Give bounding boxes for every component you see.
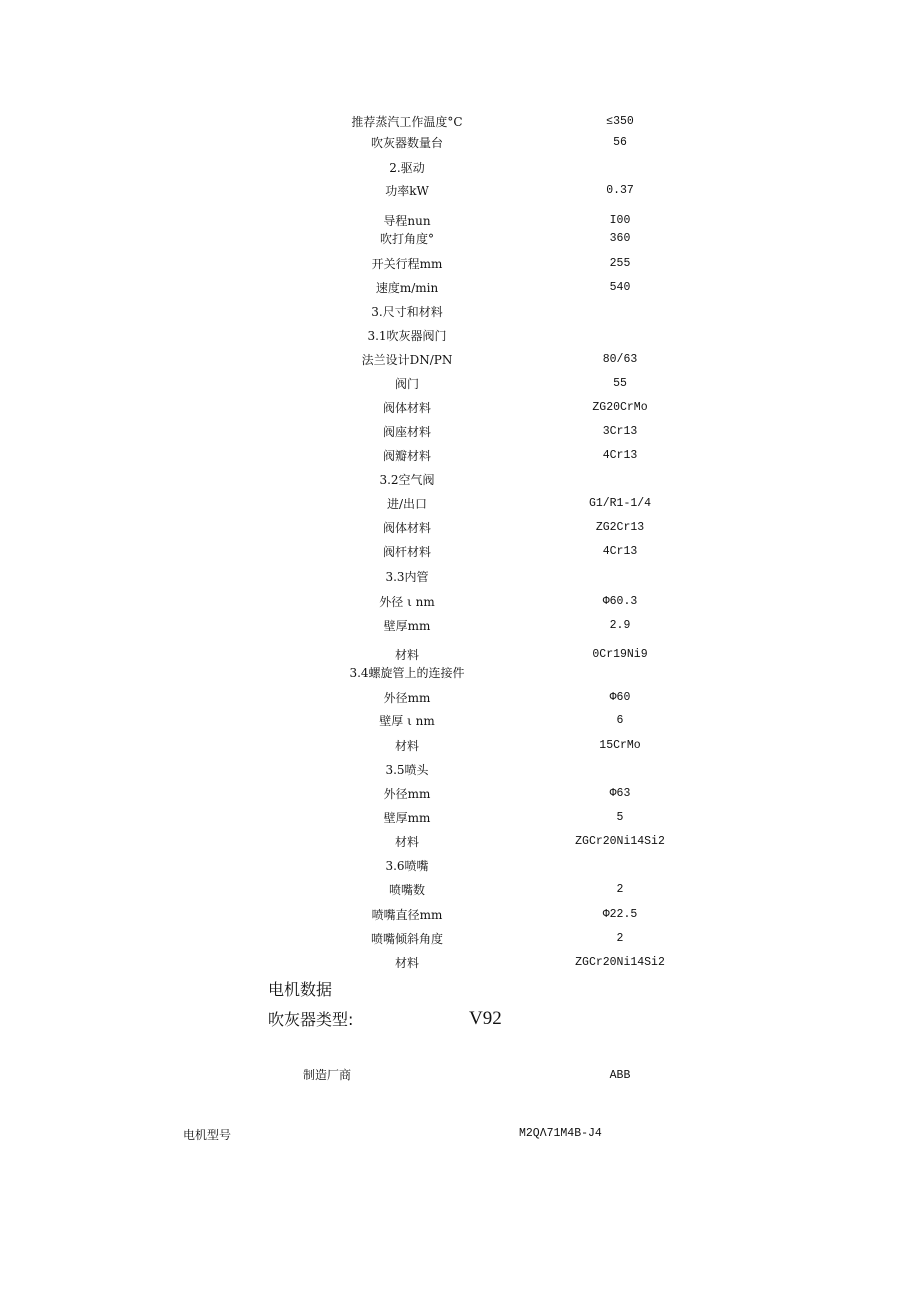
spec-value: 2 (616, 932, 624, 945)
spec-value: 15CrMo (599, 739, 641, 752)
spec-label: 3.3内管 (385, 570, 429, 584)
spec-label: 开关行程mm (371, 257, 443, 271)
spec-label: 3.4螺旋管上的连接件 (349, 666, 465, 680)
spec-value: 540 (609, 281, 631, 294)
spec-label: 外径mm (383, 691, 431, 705)
spec-value: 4Cr13 (602, 449, 638, 462)
spec-value: 4Cr13 (602, 545, 638, 558)
spec-label: 材料 (394, 956, 420, 970)
spec-value: Φ60.3 (602, 595, 638, 608)
spec-label: 壁厚 ι nm (379, 714, 435, 728)
spec-value: 5 (616, 811, 624, 824)
spec-label: 3.6喷嘴 (385, 859, 429, 873)
spec-label: 阀体材料 (382, 401, 432, 415)
spec-label: 阀杆材料 (382, 545, 432, 559)
spec-label: 阀瓣材料 (382, 449, 432, 463)
spec-label: 3.1吹灰器阀门 (367, 329, 447, 343)
spec-value: Φ60 (609, 691, 631, 704)
manufacturer-value: ABB (609, 1069, 631, 1082)
spec-label: 功率kW (385, 184, 429, 198)
spec-label: 阀座材料 (382, 425, 432, 439)
spec-value: 2.9 (609, 619, 631, 632)
spec-value: 3Cr13 (602, 425, 638, 438)
spec-value: 2 (616, 883, 624, 896)
spec-label: 阀门 (394, 377, 420, 391)
spec-value: G1/R1-1/4 (588, 497, 652, 510)
spec-value: 0.37 (606, 184, 634, 197)
spec-label: 吹打角度° (379, 232, 435, 246)
spec-label: 2.驱动 (389, 161, 425, 175)
spec-value: ≤350 (606, 115, 634, 128)
spec-label: 3.尺寸和材料 (371, 305, 443, 319)
manufacturer-label: 制造厂商 (303, 1068, 352, 1082)
motor-data-heading: 电机数据 (268, 980, 333, 999)
spec-value: 0Cr19Ni9 (592, 648, 648, 661)
spec-label: 喷嘴直径mm (371, 908, 443, 922)
spec-value: 255 (609, 257, 631, 270)
motor-model-label: 电机型号 (183, 1128, 232, 1142)
spec-value: I00 (609, 214, 631, 227)
spec-label: 喷嘴数 (388, 883, 426, 897)
spec-label: 材料 (394, 835, 420, 849)
spec-label: 壁厚mm (383, 619, 431, 633)
sootblower-type-value: V92 (469, 1008, 502, 1029)
sootblower-type-label: 吹灰器类型: (268, 1010, 354, 1029)
spec-label: 外径mm (383, 787, 431, 801)
spec-label: 进/出口 (386, 497, 428, 511)
spec-value: ZG20CrMo (592, 401, 648, 414)
spec-label: 速度m/min (375, 281, 439, 295)
spec-value: ZGCr20Ni14Si2 (575, 956, 665, 969)
spec-label: 3.2空气阀 (379, 473, 435, 487)
spec-label: 材料 (394, 648, 420, 662)
spec-label: 导程nun (383, 214, 431, 228)
spec-value: 55 (613, 377, 627, 390)
spec-value: ZGCr20Ni14Si2 (575, 835, 665, 848)
spec-label: 壁厚mm (383, 811, 431, 825)
spec-value: Φ22.5 (602, 908, 638, 921)
spec-label: 外径 ι nm (379, 595, 435, 609)
spec-label: 3.5喷头 (385, 763, 429, 777)
spec-label: 法兰设计DN/PN (361, 353, 453, 367)
spec-value: ZG2Cr13 (595, 521, 645, 534)
spec-label: 吹灰器数量台 (370, 136, 444, 150)
spec-label: 阀体材料 (382, 521, 432, 535)
spec-value: 6 (616, 714, 624, 727)
spec-label: 喷嘴倾斜角度 (370, 932, 444, 946)
spec-value: 80/63 (602, 353, 638, 366)
spec-label: 材料 (394, 739, 420, 753)
motor-model-value: M2QΛ71M4B-J4 (519, 1127, 602, 1140)
spec-value: Φ63 (609, 787, 631, 800)
spec-value: 56 (613, 136, 627, 149)
spec-value: 360 (609, 232, 631, 245)
spec-label: 推荐蒸汽工作温度°C (351, 115, 463, 129)
